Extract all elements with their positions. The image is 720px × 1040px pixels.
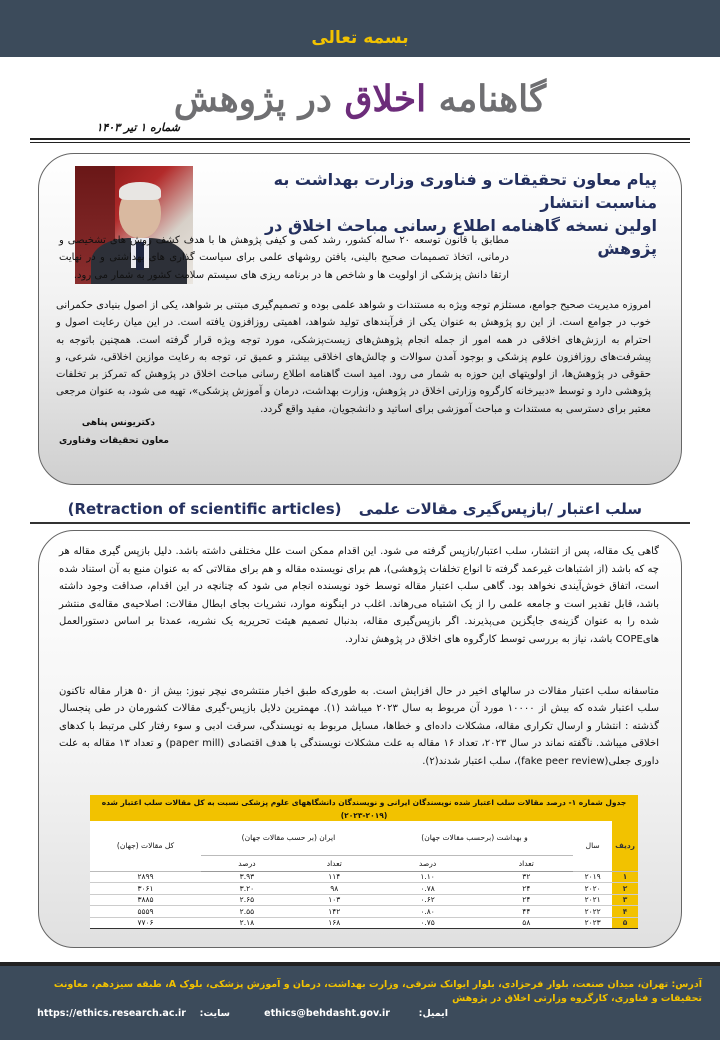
footer-contact bbox=[16, 1008, 702, 1022]
table-row bbox=[90, 871, 638, 883]
message-paragraph-2: امروزه مدیریت صحیح جوامع، مستلزم توجه ویژه به مستندات و شواهد علمی بوده و تصمیم‌گیری مبتنی بر شواهد، یکی از اصول بنیادی حکمرانی خوب در جوامع است. از این رو پژوهش به عنوان یکی از فرآیندهای تولید شواهد، اهمیتی روزافزون یافته است. در این میان رعایت اصول و احترام به ارزش‌های اخلاقی در همه امور از جمله انجام پژوهش‌های زیست‌پزشکی، مورد توجه ویژه قرار گرفته است. همچنین باتوجه به پیشرفت‌های روزافزون علوم پزشکی و بوجود آمدن سوالات و چالش‌های اخلاقی بیشتر و عمیق تر، توجه به رعایت موازین اخلاقی، شرعی، و حقوقی در پژوهش‌ها، از اولویتهای این حوزه به شمار می رود. امید است گاهنامه اطلاع رسانی مباحث اخلاق در پژوهش که تمرکز بر تخلفات پژوهشی دارد و توسط «دبیرخانه کارگروه وزارتی اخلاق در پژوهش، وزارت بهداشت، درمان و آموزش پزشکی»، تهیه می شود، به عنوان مرجعی معتبر برای دسترسی به مستندات و مباحث آموزشی برای اساتید و دانشجویان، مفید واقع گردد. bbox=[56, 300, 651, 415]
cell-year: ۲۰۲۱ bbox=[573, 894, 612, 906]
footer bbox=[0, 962, 720, 1040]
header-rownum: ردیف bbox=[612, 821, 638, 871]
cell-iran-percent: ۳.۲۰ bbox=[201, 883, 293, 895]
table-caption: جدول شماره ۱- درصد مقالات سلب اعتبار شده نویسندگان ایرانی و نویسندگان دانشگاههای علوم پزشکی نسبت به کل مقالات سلب اعتبار شده bbox=[90, 795, 638, 809]
subheader-iran-percent: درصد bbox=[201, 855, 293, 871]
cell-total: ۳۰۶۱ bbox=[90, 883, 201, 895]
header-total: کل مقالات (جهان) bbox=[90, 821, 201, 871]
cell-health-percent: ۱.۱۰ bbox=[376, 871, 480, 883]
table-header-row bbox=[90, 821, 638, 855]
cell-total: ۷۷۰۶ bbox=[90, 917, 201, 929]
table-row bbox=[90, 883, 638, 895]
masthead-word-2: اخلاق bbox=[344, 78, 427, 120]
table-caption-years: (۲۰۲۳-۲۰۱۹) bbox=[90, 809, 638, 821]
header-health: و بهداشت (برحسب مقالات جهان) bbox=[376, 821, 573, 855]
article-paragraph-2: متاسفانه سلب اعتبار مقالات در سالهای اخیر در حال افزایش است. به طوری‌که طبق اخبار منتشره‌ی نیچر نیوز: بیش از ۵۰ هزار مقاله تاکنون سلب اعتبار شده که بیش از ۱۰۰۰۰ مورد آن مربوط به سال ۲۰۲۳ میباشد (۱). مهمترین دلایل بازپس-گیری مقالات کشورمان در طی پنجسال گذشته : انتشار و ارسال تکراری مقاله، مشکلات داده‌ای و خطاها، مسایل مربوط به نویسندگی، سرقت ادبی و سوء رفتار کلی مرتبط با کدهای اخلاقی میباشد. ناگفته نماند در سال ۲۰۲۳، تعداد ۱۶ مقاله به علت مشکلات نویسندگی با هدف اقتصادی (paper mill) و تعداد ۱۳ مقاله به علت داوری جعلی(fake peer review)، سلب اعتبار شدند(۲). bbox=[59, 686, 660, 767]
retraction-stats-table bbox=[90, 795, 638, 929]
signature-role: معاون تحقیقات وفناوری bbox=[58, 436, 169, 446]
table-row bbox=[90, 894, 638, 906]
article-paragraph-1: گاهی یک مقاله، پس از انتشار، سلب اعتبار/بازپس گرفته می شود. این اقدام ممکن است علل مختلفی داشته باشد. دلیل بازپس گیری مقاله هر چه که باشد (از اشتباهات غیرعمد گرفته تا انواع تخلفات پژوهشی)، هم برای نویسنده مقاله و هم برای مقالاتی که به عنوان منبع به آن استناد شده است، اتفاق خوش‌آیندی نخواهد بود. گاهی سلب اعتبار مقاله توسط خود نویسنده انجام می شود که چنانچه در این اقدام، صداقت وجود داشته باشد، قابل تقدیر است و جامعه علمی را از یک اشتباه می‌رهاند. اغلب در اینگونه موارد، نشریات بجای ابطال مقالات: اصلاحیه‌ی مقاله‌ی منتشر شده را به عنوان گزینه‌ی جایگزین می‌پذیرند. اگر بازپس‌گیری مقاله، بدنبال تصمیم هیئت تحریریه یک نشریه، عمدتا بر اساس دستورالعمل هایCOPE باشد، نیاز به بررسی توسط کارگروه های اخلاق در پژوهش ندارد. bbox=[59, 546, 659, 645]
cell-iran-percent: ۲.۱۸ bbox=[201, 917, 293, 929]
cell-iran-percent: ۳.۹۳ bbox=[201, 871, 293, 883]
subheader-health-percent: درصد bbox=[376, 855, 480, 871]
cell-year: ۲۰۲۳ bbox=[573, 917, 612, 929]
message-title-line-1: پیام معاون تحقیقات و فناوری وزارت بهداشت به مناسبت انتشار bbox=[273, 170, 657, 212]
cell-health-percent: ۰.۶۲ bbox=[376, 894, 480, 906]
subheader-health-count: تعداد bbox=[479, 855, 573, 871]
section-title-en: (Retraction of scientific articles) bbox=[67, 500, 342, 518]
header-divider bbox=[30, 138, 690, 140]
cell-health-percent: ۰.۷۵ bbox=[376, 917, 480, 929]
footer-email-link[interactable]: ethics@behdasht.gov.ir bbox=[264, 1008, 390, 1019]
section-divider bbox=[30, 522, 690, 524]
footer-email-label: ایمیل: bbox=[418, 1008, 448, 1019]
section-title bbox=[68, 500, 642, 518]
newsletter-masthead bbox=[0, 78, 720, 120]
cell-rownum: ۳ bbox=[612, 894, 638, 906]
cell-total: ۳۸۸۵ bbox=[90, 894, 201, 906]
cell-health-count: ۲۴ bbox=[479, 883, 573, 895]
cell-year: ۲۰۲۲ bbox=[573, 906, 612, 918]
message-title-line-2: اولین نسخه گاهنامه اطلاع رسانی مباحث اخلاق در پژوهش bbox=[264, 216, 657, 258]
cell-rownum: ۴ bbox=[612, 906, 638, 918]
bismillah-text: بسمه تعالی bbox=[311, 28, 409, 48]
cell-rownum: ۲ bbox=[612, 883, 638, 895]
cell-iran-count: ۱۴۲ bbox=[293, 906, 376, 918]
cell-iran-count: ۱۶۸ bbox=[293, 917, 376, 929]
section-title-fa: سلب اعتبار /بازپس‌گیری مقالات علمی bbox=[358, 500, 642, 518]
subheader-iran-count: تعداد bbox=[293, 855, 376, 871]
cell-rownum: ۱ bbox=[612, 871, 638, 883]
cell-iran-count: ۹۸ bbox=[293, 883, 376, 895]
cell-health-count: ۴۴ bbox=[479, 906, 573, 918]
footer-site-label: سایت: bbox=[199, 1008, 230, 1019]
deputy-message-box bbox=[38, 153, 682, 485]
cell-health-percent: ۰.۷۸ bbox=[376, 883, 480, 895]
cell-health-percent: ۰.۸۰ bbox=[376, 906, 480, 918]
cell-iran-percent: ۲.۵۵ bbox=[201, 906, 293, 918]
cell-health-count: ۳۲ bbox=[479, 871, 573, 883]
cell-health-count: ۲۴ bbox=[479, 894, 573, 906]
cell-iran-count: ۱۱۴ bbox=[293, 871, 376, 883]
cell-iran-percent: ۲.۶۵ bbox=[201, 894, 293, 906]
cell-total: ۵۵۵۹ bbox=[90, 906, 201, 918]
cell-total: ۲۸۹۹ bbox=[90, 871, 201, 883]
masthead-word-1: گاهنامه bbox=[438, 78, 547, 120]
cell-year: ۲۰۱۹ bbox=[573, 871, 612, 883]
top-banner bbox=[0, 0, 720, 57]
signature-name: دکتریونس پناهی bbox=[81, 418, 155, 428]
table-row bbox=[90, 917, 638, 929]
header-divider-thin bbox=[30, 142, 690, 143]
cell-health-count: ۵۸ bbox=[479, 917, 573, 929]
footer-site-link[interactable]: https://ethics.research.ac.ir bbox=[37, 1008, 186, 1019]
header-year: سال bbox=[573, 821, 612, 871]
cell-rownum: ۵ bbox=[612, 917, 638, 929]
masthead-word-3: در پژوهش bbox=[173, 78, 332, 120]
message-paragraph-1: مطابق با قانون توسعه ۲۰ ساله کشور، رشد کمی و کیفی پژوهش ها با هدف کشف روش های تشخیصی و درمانی، اتخاذ تصمیمات صحیح بالینی، یافتن روشهای علمی برای سیاست گذاری های بهداشتی و در نهایت ارتقا دانش پزشکی از اولویت ها و شاخص ها در برنامه ریزی های سیستم سلامت کشور به شمار می رود. bbox=[59, 235, 509, 281]
issue-number: شماره ۱ تیر ۱۴۰۳ bbox=[96, 121, 180, 134]
cell-year: ۲۰۲۰ bbox=[573, 883, 612, 895]
footer-address: آدرس: تهران، میدان صنعت، بلوار فرحزادی، بلوار ایوانک شرقی، وزارت بهداشت، درمان و آموزش پزشکی، بلوک A، طبقه سیزدهم، معاونت تحقیقات و فناوری، کارگروه وزارتی اخلاق در پژوهش bbox=[53, 979, 702, 1004]
table-row bbox=[90, 906, 638, 918]
cell-iran-count: ۱۰۳ bbox=[293, 894, 376, 906]
header-iran: ایران (بر حسب مقالات جهان) bbox=[201, 821, 376, 855]
